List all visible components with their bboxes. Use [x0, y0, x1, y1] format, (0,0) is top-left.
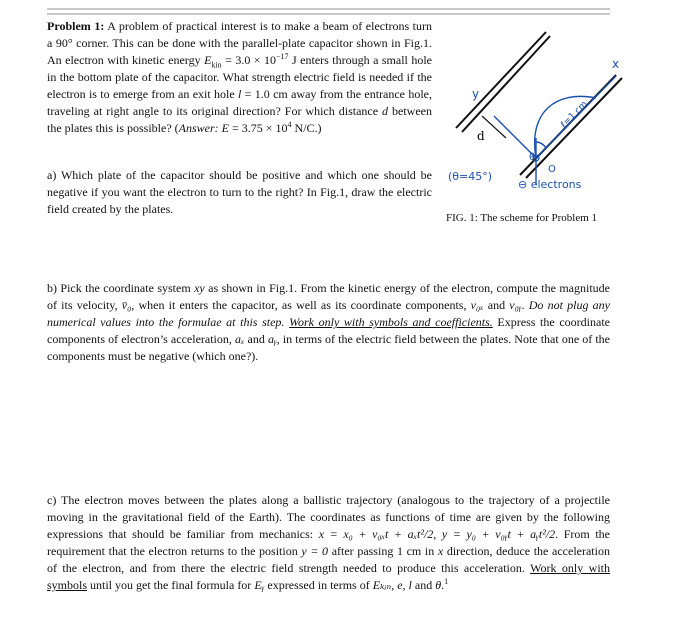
label-l: ℓ=1 cm	[559, 99, 590, 131]
label-d: d	[477, 129, 485, 143]
part-b: b) Pick the coordinate system xy as shown in Fig.1. From the kinetic energy of the electron, compute the magnitude of its velocity, v̄₀, when it enters the capacitor, as well as its coordinate components, v₀ₓ and v₀ᵧ. Do not plug any numerical values into the formulae at this step. Work only with symbols and coefficients. Express the coordinate components of electron’s acceleration, aₓ and aᵧ, in terms of the electric field between the plates. Note that one of the components must be negative (which one?).	[47, 281, 611, 363]
theta-arc	[536, 142, 546, 148]
part-a: a) Which plate of the capacitor should be positive and which one should be negative if you want the electron to turn to the right? In Fig.1, draw the electric field created by the plates.	[47, 168, 432, 216]
answer-label: Answer: E	[178, 121, 229, 135]
label-x: x	[612, 57, 620, 71]
top-rule-1	[47, 8, 610, 10]
label-theta: θ	[529, 152, 536, 163]
label-angle: (θ=45°)	[448, 170, 493, 183]
top-rule-2	[47, 13, 610, 15]
label-electrons: ⊖ electrons	[518, 178, 582, 191]
upper-plate-line-2	[462, 36, 550, 132]
capacitor-figure	[436, 20, 636, 210]
footnote-mark: 1	[444, 577, 449, 586]
figure-caption: FIG. 1: The scheme for Problem 1	[446, 212, 598, 224]
part-c: c) The electron moves between the plates along a ballistic trajectory (analogous to the trajectory of a projectile moving in the gravitational field of the Earth). The coordinates as functions of time are given by the following expressions that should be familiar from mechanics: x = x₀ + v₀ₓt + aₓt²/2, y = y₀ + v₀ᵧt + aᵧt²/2. From the requirement that the electron returns to the position y = 0 after passing 1 cm in x direction, deduce the acceleration of the electron, and from there the electric field strength needed to produce this acceleration. Work only with symbols until you get the final formula for Eᵧ expressed in terms of Eₖᵢₙ, e, l and θ.$^1$	[47, 493, 610, 592]
lower-plate-line-2	[526, 78, 622, 178]
upper-plate-line-1	[456, 32, 546, 128]
label-origin: O	[548, 164, 556, 175]
distance-arrow	[482, 116, 506, 138]
problem-title: Problem 1:	[47, 19, 105, 33]
label-y: y	[472, 87, 480, 101]
problem-statement: Problem 1: A problem of practical interest is to make a beam of electrons turn a 90° corner. This can be done with the parallel-plate capacitor shown in Fig.1. An electron with kinetic energy $E_{kin} = 3.0 \times 10^{-17}$ J enters through a small hole in the bottom plate of the capacitor. What strength electric field is needed if the electron is to emerge from an exit hole l = 1.0 cm away from the entrance hole, traveling at right angle to its original direction? For which distance d between the plates this is possible? (Answer: $E = 3.75 \times 10^4$ N/C.)	[47, 19, 433, 135]
